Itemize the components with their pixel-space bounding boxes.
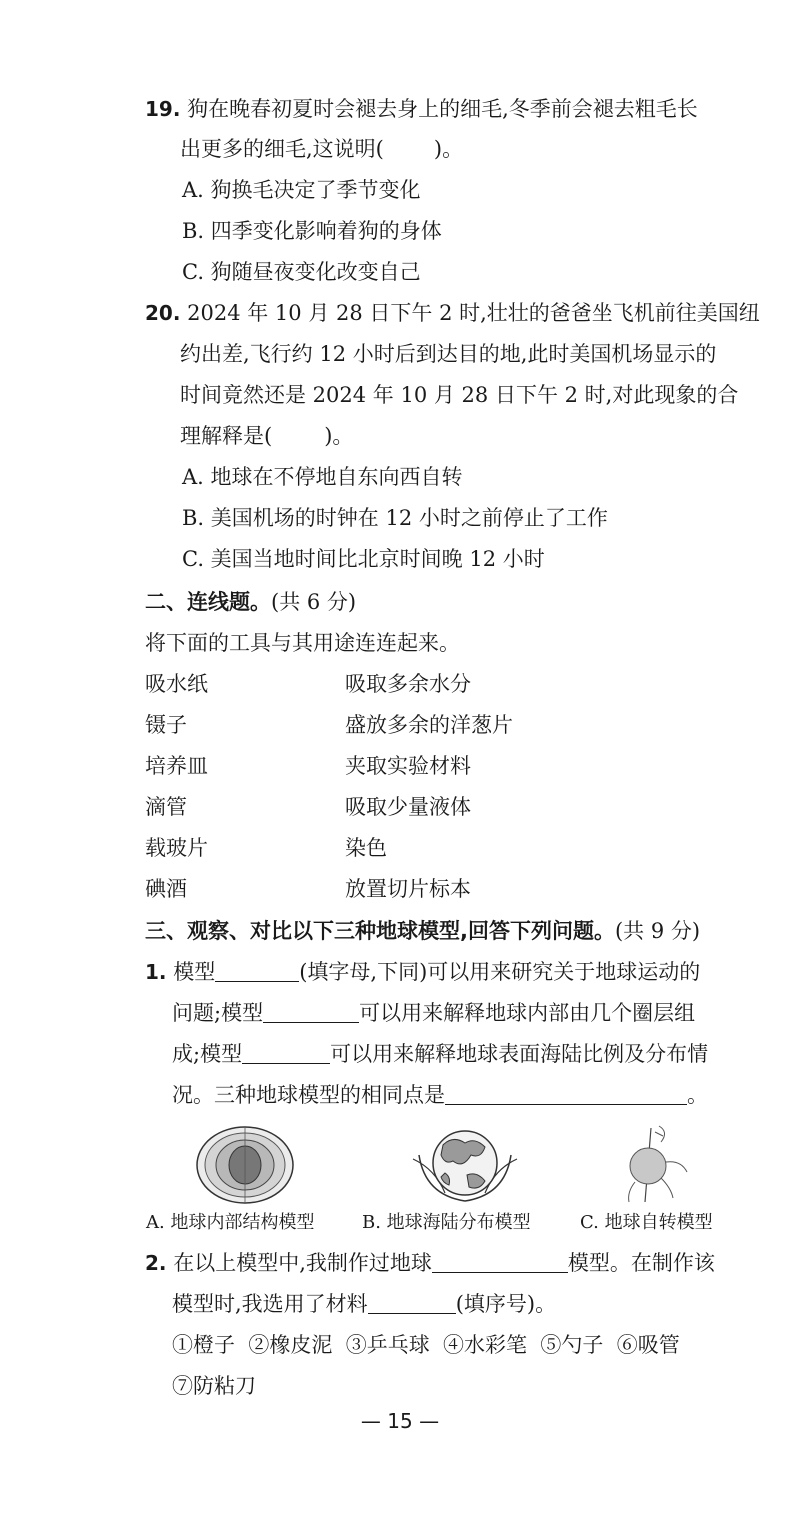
q19-stem-line1: 狗在晚春初夏时会褪去身上的细毛,冬季前会褪去粗毛长 xyxy=(187,97,698,121)
q20-stem-line2: 约出差,飞行约 12 小时后到达目的地,此时美国机场显示的 xyxy=(180,342,717,366)
materials-list-line1: ①橙子 ②橡皮泥 ③乒乓球 ④水彩笔 ⑤勺子 ⑥吸管 xyxy=(172,1333,680,1357)
use-item[interactable]: 盛放多余的洋葱片 xyxy=(345,713,513,737)
earth-rotation-model-figure xyxy=(615,1122,695,1208)
figure-caption-c: C. 地球自转模型 xyxy=(580,1212,713,1233)
q20-option-b: B. 美国机场的时钟在 12 小时之前停止了工作 xyxy=(182,506,608,530)
q20-stem-line3: 时间竟然还是 2024 年 10 月 28 日下午 2 时,对此现象的合 xyxy=(180,383,739,407)
q19-line2 xyxy=(180,135,463,163)
q19-stem-line2-end: )。 xyxy=(433,137,464,161)
section2-title: 二、连线题。 xyxy=(145,590,271,614)
materials-list-line2: ⑦防粘刀 xyxy=(172,1374,256,1398)
section3-title: 三、观察、对比以下三种地球模型,回答下列问题。 xyxy=(145,919,615,943)
s3-q2-number: 2. xyxy=(145,1251,167,1275)
q20-line1 xyxy=(145,299,760,327)
section3-score: (共 9 分) xyxy=(614,919,701,943)
s3-q1-line4 xyxy=(172,1081,708,1109)
s3-q2-text: 在以上模型中,我制作过地球 xyxy=(173,1251,432,1275)
figure-caption-a: A. 地球内部结构模型 xyxy=(146,1212,315,1233)
land-sea-model-figure xyxy=(405,1125,525,1207)
s3-q2-text: 模型时,我选用了材料 xyxy=(172,1292,368,1316)
section2-heading xyxy=(145,588,356,616)
q19-number: 19. xyxy=(145,97,181,121)
s3-q2-line1 xyxy=(145,1249,715,1277)
answer-blank[interactable] xyxy=(242,1043,330,1064)
q19-option-b: B. 四季变化影响着狗的身体 xyxy=(182,219,442,243)
use-item[interactable]: 吸取少量液体 xyxy=(345,795,471,819)
s3-q1-text: 可以用来解释地球内部由几个圈层组 xyxy=(359,1001,696,1025)
q19-stem-line2: 出更多的细毛,这说明( xyxy=(180,137,384,161)
earth-internal-structure-figure xyxy=(190,1125,300,1205)
tool-item[interactable]: 吸水纸 xyxy=(145,672,208,696)
section2-score: (共 6 分) xyxy=(271,590,357,614)
figure-caption-b: B. 地球海陆分布模型 xyxy=(362,1212,531,1233)
s3-q1-text: 问题;模型 xyxy=(172,1001,264,1025)
s3-q2-line2 xyxy=(172,1290,556,1318)
s3-q2-text: (填序号)。 xyxy=(455,1292,557,1316)
page-number: — 15 — xyxy=(360,1409,440,1433)
answer-blank[interactable] xyxy=(432,1252,568,1273)
use-item[interactable]: 染色 xyxy=(345,836,387,860)
q20-stem-line4: 理解释是( xyxy=(180,424,273,448)
tool-item[interactable]: 碘酒 xyxy=(145,877,187,901)
q19-line1 xyxy=(145,95,698,123)
use-item[interactable]: 夹取实验材料 xyxy=(345,754,471,778)
s3-q1-text: (填字母,下同)可以用来研究关于地球运动的 xyxy=(299,960,701,984)
q20-option-c: C. 美国当地时间比北京时间晚 12 小时 xyxy=(182,547,545,571)
q20-line4 xyxy=(180,422,353,450)
answer-blank[interactable] xyxy=(445,1084,687,1105)
s3-q1-line3 xyxy=(172,1040,708,1068)
q20-option-a: A. 地球在不停地自东向西自转 xyxy=(182,465,463,489)
tool-item[interactable]: 载玻片 xyxy=(145,836,208,860)
s3-q1-text: 。 xyxy=(687,1083,708,1107)
s3-q1-number: 1. xyxy=(145,960,167,984)
s3-q2-text: 模型。在制作该 xyxy=(567,1251,715,1275)
q19-option-a: A. 狗换毛决定了季节变化 xyxy=(182,178,421,202)
s3-q1-line1 xyxy=(145,958,700,986)
q19-option-c: C. 狗随昼夜变化改变自己 xyxy=(182,260,421,284)
tool-item[interactable]: 镊子 xyxy=(145,713,187,737)
s3-q1-text: 况。三种地球模型的相同点是 xyxy=(172,1083,445,1107)
s3-q1-text: 可以用来解释地球表面海陆比例及分布情 xyxy=(330,1042,709,1066)
s3-q1-text: 模型 xyxy=(173,960,216,984)
q20-number: 20. xyxy=(145,301,181,325)
s3-q1-line2 xyxy=(172,999,695,1027)
tool-item[interactable]: 滴管 xyxy=(145,795,187,819)
section3-heading xyxy=(145,917,700,945)
tool-item[interactable]: 培养皿 xyxy=(145,754,208,778)
answer-blank[interactable] xyxy=(368,1293,456,1314)
use-item[interactable]: 放置切片标本 xyxy=(345,877,471,901)
q20-stem-line1: 2024 年 10 月 28 日下午 2 时,壮壮的爸爸坐飞机前往美国纽 xyxy=(187,301,760,325)
q20-stem-line4-end: )。 xyxy=(324,424,354,448)
s3-q1-text: 成;模型 xyxy=(172,1042,243,1066)
answer-blank[interactable] xyxy=(263,1002,359,1023)
section2-instruction: 将下面的工具与其用途连连起来。 xyxy=(145,631,460,655)
answer-blank[interactable] xyxy=(215,961,299,982)
use-item[interactable]: 吸取多余水分 xyxy=(345,672,471,696)
